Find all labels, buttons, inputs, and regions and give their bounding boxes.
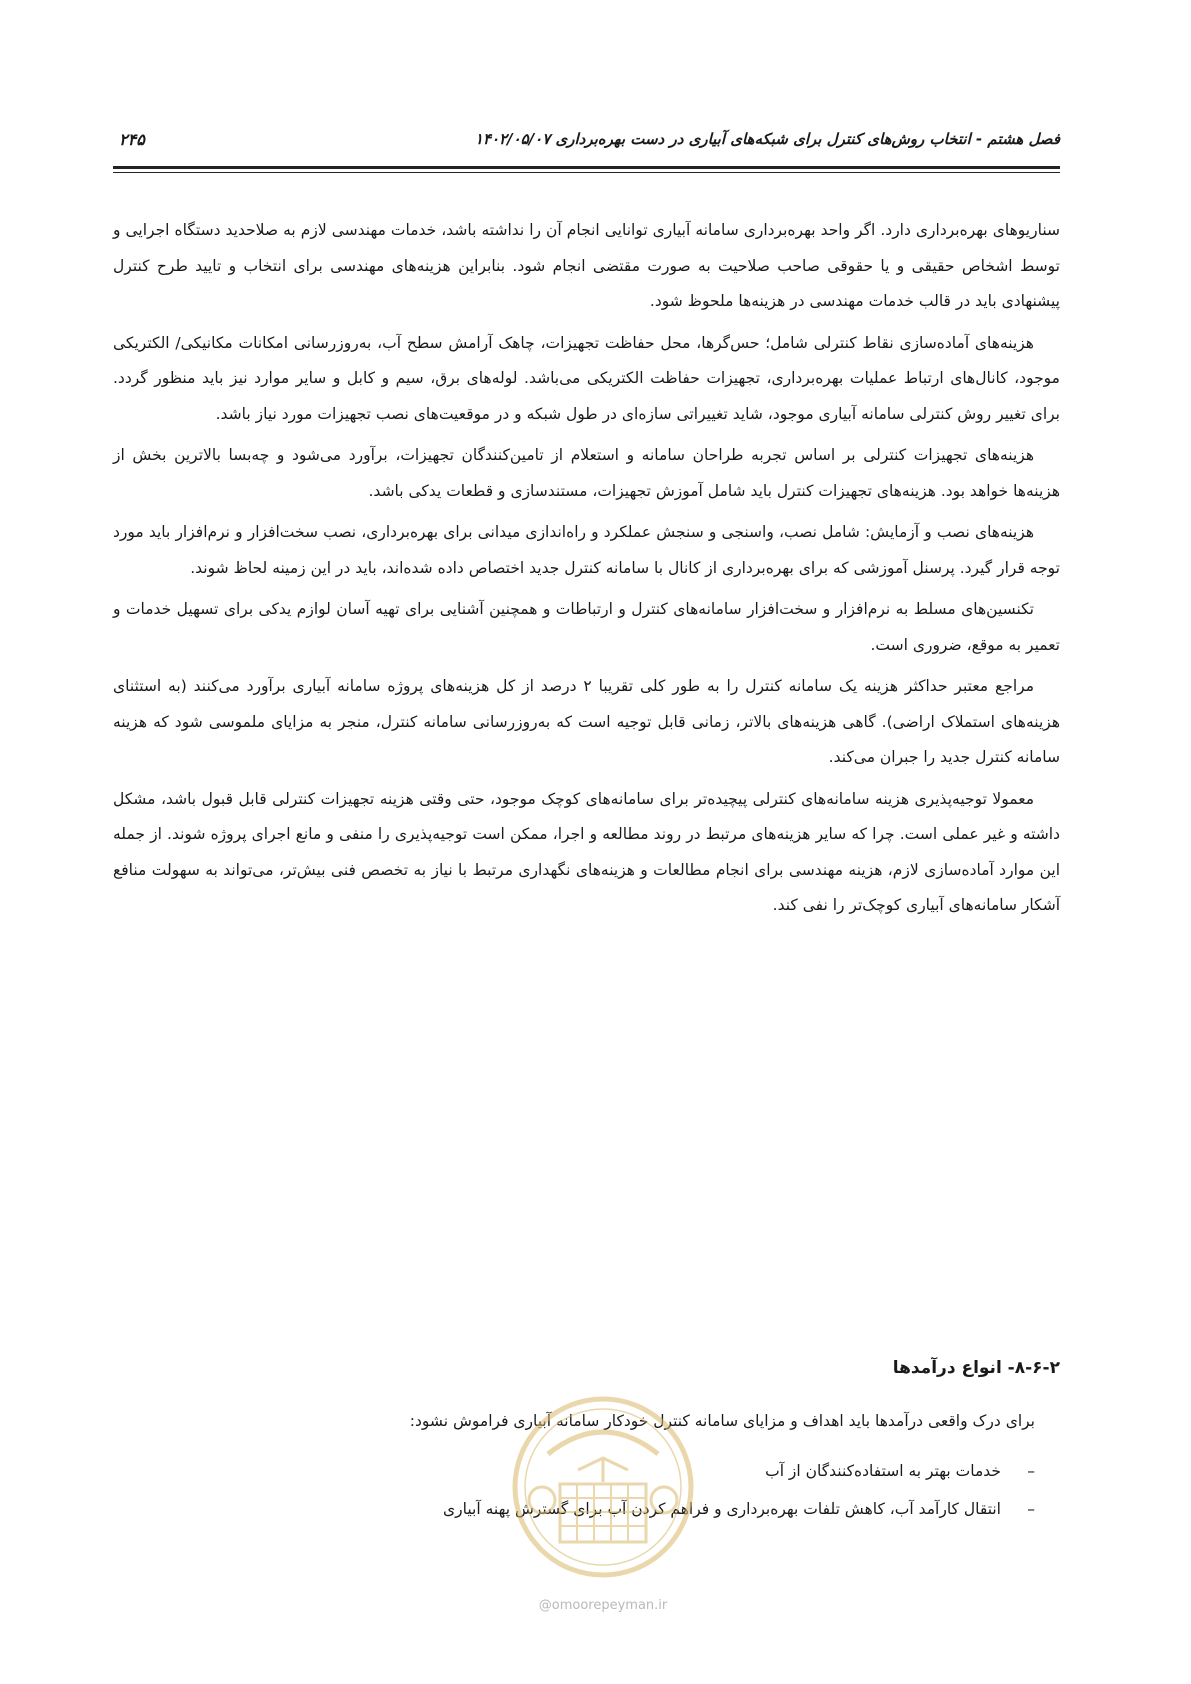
list-item-text: انتقال کارآمد آب، کاهش تلفات بهره‌برداری و فراهم کردن آب برای گسترش پهنه آبیاری xyxy=(443,1500,1001,1518)
running-header xyxy=(113,130,1060,166)
section-heading: ۸-۶-۲- انواع درآمدها xyxy=(892,1358,1060,1378)
page-number: ۲۴۵ xyxy=(119,130,145,149)
paragraph: هزینه‌های نصب و آزمایش: شامل نصب، واسنجی و سنجش عملکرد و راه‌اندازی میدانی برای بهره‌برداری، نصب سخت‌افزار و نرم‌افزار باید مورد توجه قرار گیرد. پرسنل آموزشی که برای بهره‌برداری از کانال با سامانه کنترل جدید اختصاص داده شده‌اند، باید در این زمینه لحاظ شوند. xyxy=(113,523,1060,577)
bullet-dash: – xyxy=(1027,1462,1035,1480)
paragraph: هزینه‌های آماده‌سازی نقاط کنترلی شامل؛ حس‌گرها، محل حفاظت تجهیزات، چاهک آرامش سطح آب، به‌روزرسانی امکانات مکانیکی/ الکتریکی موجود، کانال‌های ارتباط عملیات بهره‌برداری، تجهیزات حفاظت الکتریکی می‌باشد. لوله‌های برق، سیم و کابل و سایر موارد نیز باید منظور گردد. برای تغییر روش کنترلی سامانه آبیاری موجود، شاید تغییراتی سازه‌ای در طول شبکه و در موقعیت‌های نصب تجهیزات مورد نیاز باشد. xyxy=(113,333,1060,423)
header-rule xyxy=(113,166,1060,169)
paragraph: معمولا توجیه‌پذیری هزینه سامانه‌های کنترلی پیچیده‌تر برای سامانه‌های کوچک موجود، حتی وقتی هزینه تجهیزات کنترلی قابل قبول باشد، مشکل داشته و غیر عملی است. چرا که سایر هزینه‌های مرتبط در روند مطالعه و اجرا، ممکن است توجیه‌پذیری را منفی و مانع اجرای پروژه شوند. از جمله این موارد آماده‌سازی لازم، هزینه مهندسی برای انجام مطالعات و هزینه‌های نگهداری مرتبط با نیاز به تخصص فنی بیش‌تر، می‌تواند به سهولت منافع آشکار سامانه‌های آبیاری کوچک‌تر را نفی کند. xyxy=(113,789,1060,914)
bullet-list xyxy=(443,1452,1035,1528)
header-title: فصل هشتم - انتخاب روش‌های کنترل برای شبکه‌های آبیاری در دست بهره‌برداری ۱۴۰۲/۰۵/۰۷ xyxy=(474,130,1060,148)
paragraph: مراجع معتبر حداکثر هزینه یک سامانه کنترل را به طور کلی تقریبا ۲ درصد از کل هزینه‌های پروژه سامانه آبیاری برآورد می‌کنند (به استثنای هزینه‌های استملاک اراضی). گاهی هزینه‌های بالاتر، زمانی قابل توجیه است که به‌روزرسانی سامانه کنترل، منجر به مزایای ملموسی شود که هزینه سامانه کنترل جدید را جبران می‌کند. xyxy=(113,677,1060,766)
list-item xyxy=(443,1452,1035,1490)
paragraph: هزینه‌های تجهیزات کنترلی بر اساس تجربه طراحان سامانه و استعلام از تامین‌کنندگان تجهیزات، برآورد می‌شود و چه‌بسا بالاترین بخش از هزینه‌ها خواهد بود. هزینه‌های تجهیزات کنترل باید شامل آموزش تجهیزات، مستندسازی و قطعات یدکی باشد. xyxy=(113,446,1060,500)
list-item-text: خدمات بهتر به استفاده‌کنندگان از آب xyxy=(765,1462,1001,1480)
section-intro: برای درک واقعی درآمدها باید اهداف و مزایای سامانه کنترل خودکار سامانه آبیاری فراموش نشود: xyxy=(409,1412,1035,1430)
body-text xyxy=(113,213,1060,930)
bullet-dash: – xyxy=(1027,1500,1035,1518)
watermark-url: @omoorepeyman.ir xyxy=(538,1598,668,1613)
paragraph: تکنسین‌های مسلط به نرم‌افزار و سخت‌افزار سامانه‌های کنترل و ارتباطات و همچنین آشنایی برای تهیه آسان لوازم یدکی برای تسهیل خدمات و تعمیر به موقع، ضروری است. xyxy=(113,600,1060,654)
header-rule-thin xyxy=(113,172,1060,173)
list-item xyxy=(443,1490,1035,1528)
paragraph: سناریوهای بهره‌برداری دارد. اگر واحد بهره‌برداری سامانه آبیاری توانایی انجام آن را نداشته باشد، خدمات مهندسی لازم به صلاحدید دستگاه اجرایی و توسط اشخاص حقیقی و یا حقوقی صاحب صلاحیت به صورت مقتضی انجام شود. بنابراین هزینه‌های مهندسی برای انتخاب و تایید طرح کنترل پیشنهادی باید در قالب خدمات مهندسی در هزینه‌ها ملحوظ شود. xyxy=(113,221,1060,310)
